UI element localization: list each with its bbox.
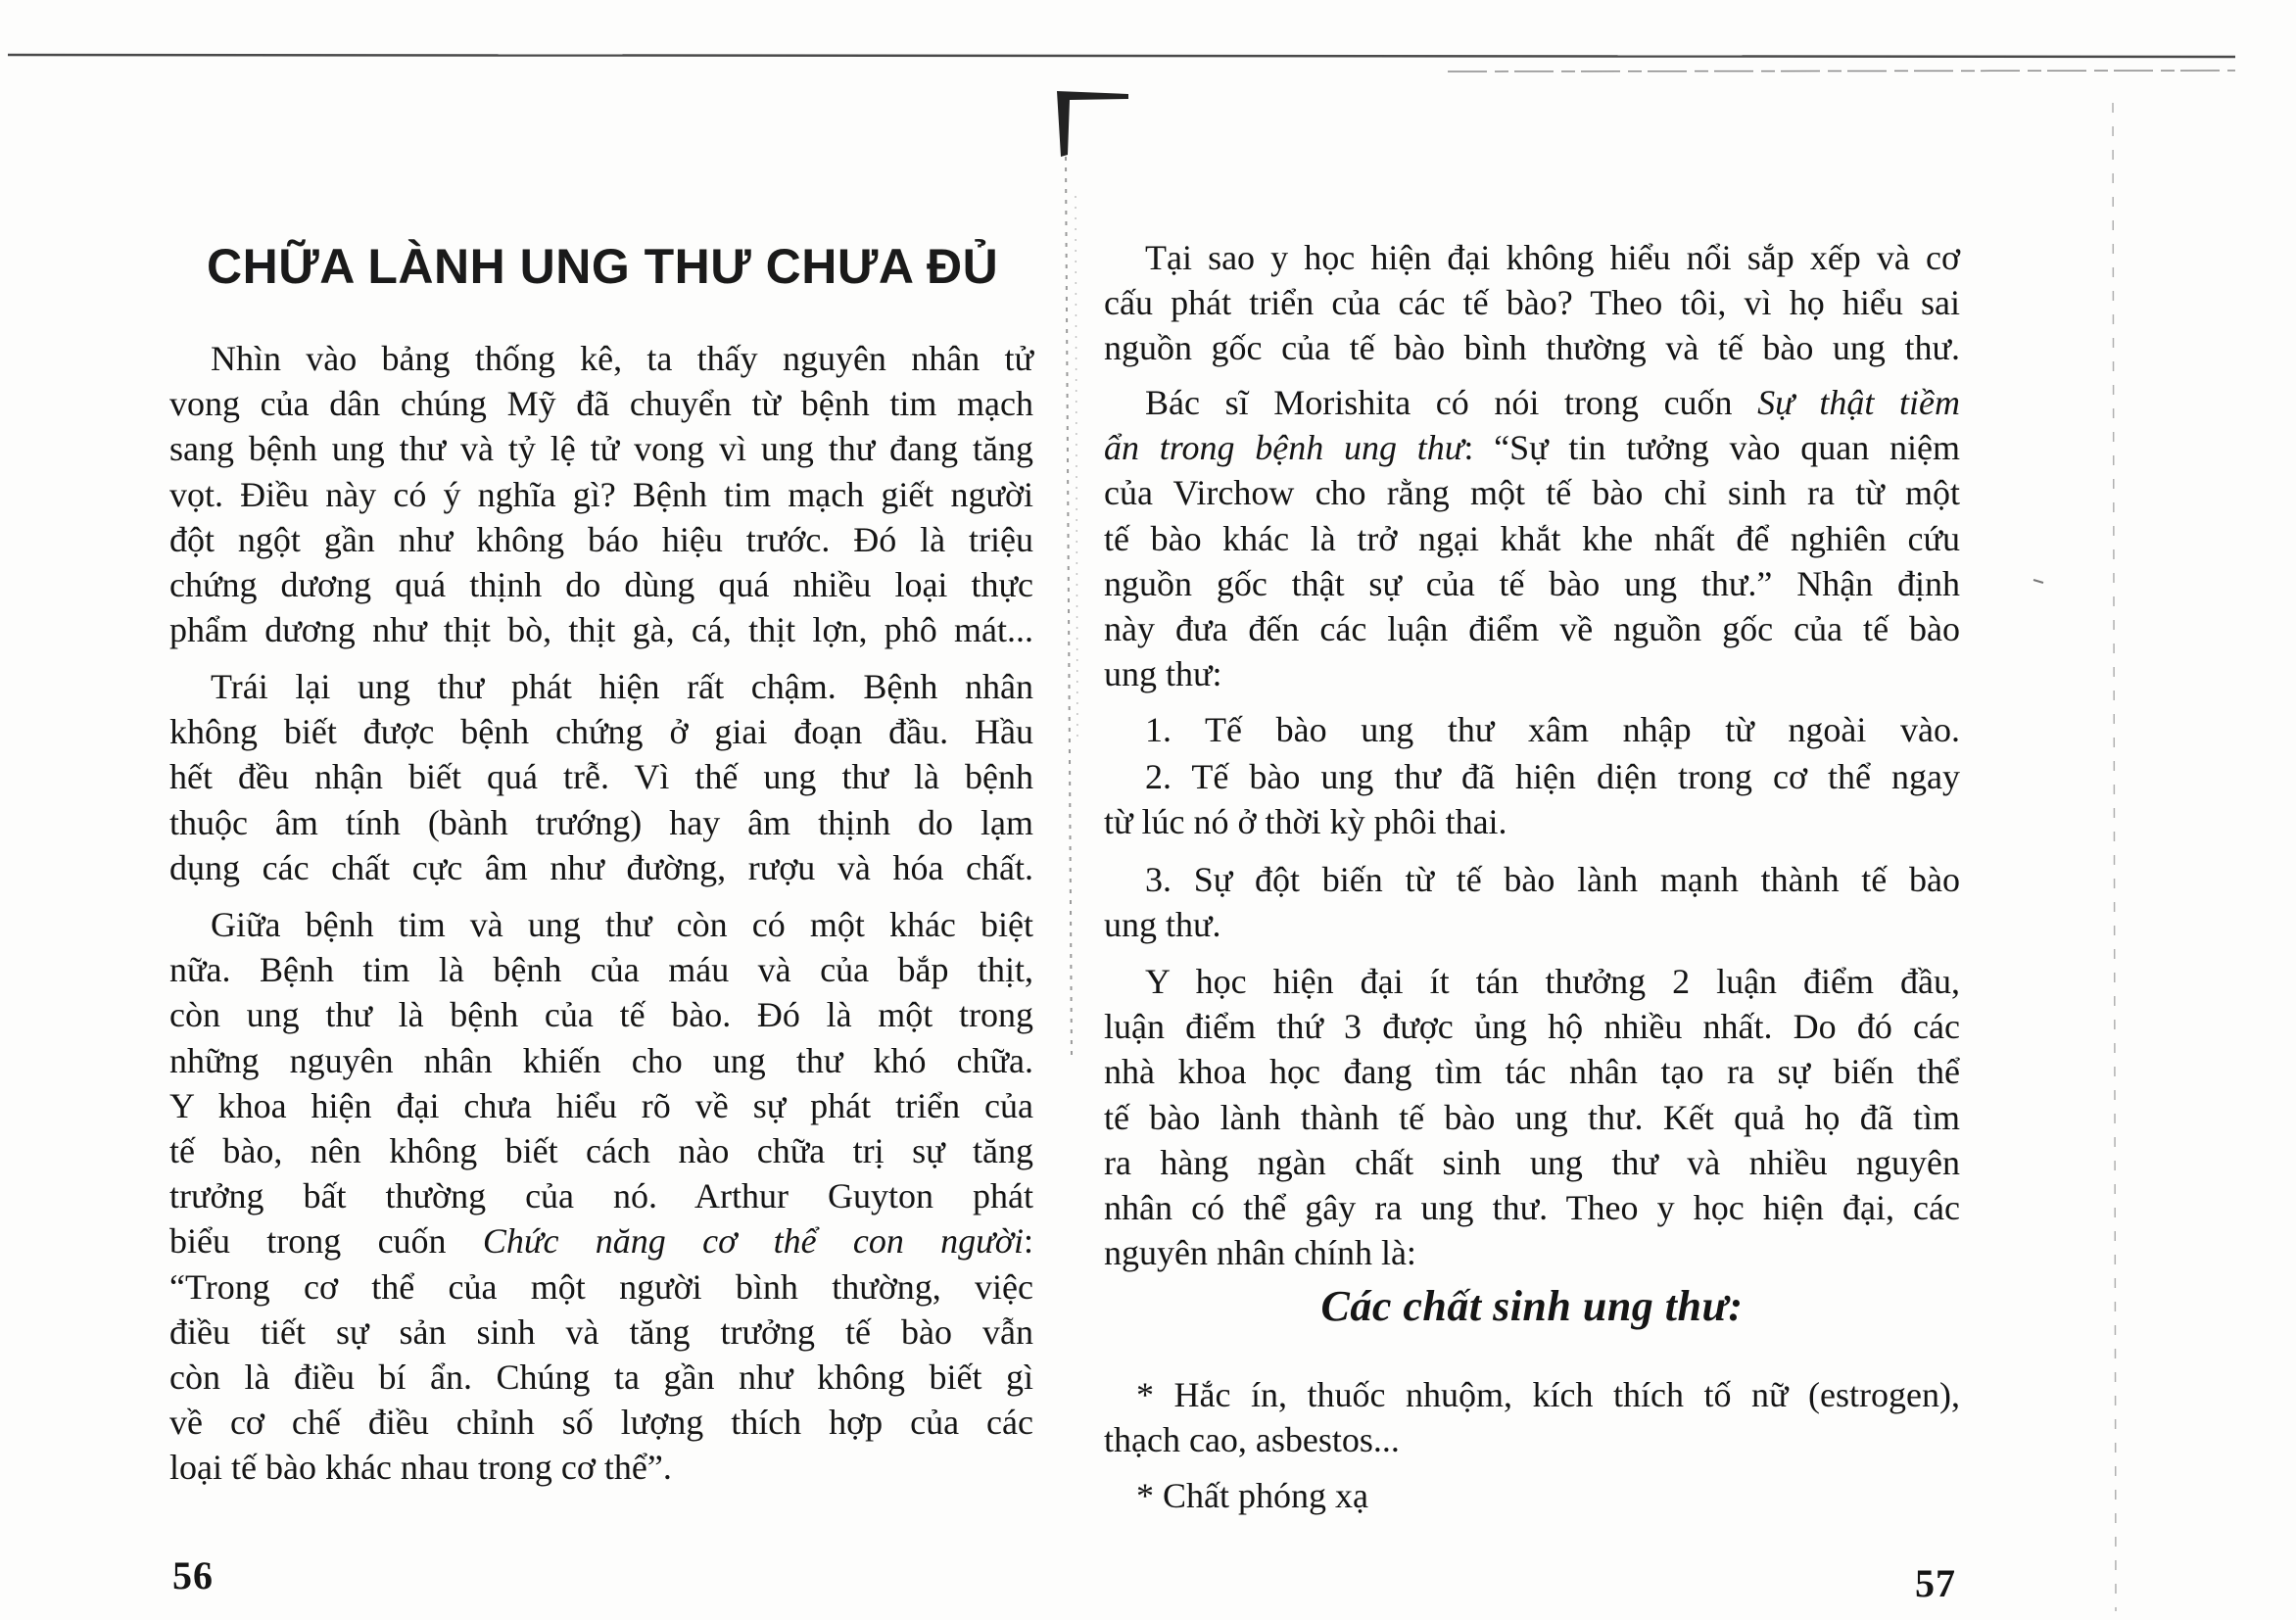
body-text-line bbox=[169, 1218, 1033, 1263]
body-text-line bbox=[1104, 380, 1960, 425]
body-text-line: dụng các chất cực âm như đường, rượu và hóa chất. bbox=[169, 847, 1033, 887]
italic-book-title: Sự thật tiềm bbox=[1757, 383, 1961, 422]
paragraph bbox=[1104, 380, 1960, 696]
body-text-line: còn ung thư là bệnh của tế bào. Đó là một trong bbox=[169, 995, 1033, 1035]
bullet-line: thạch cao, asbestos... bbox=[1104, 1420, 1400, 1460]
body-text-line: Y khoa hiện đại chưa hiểu rõ về sự phát triển của bbox=[169, 1085, 1033, 1125]
body-text-line: không biết được bệnh chứng ở giai đoạn đầu. Hầu bbox=[169, 712, 1033, 752]
scan-speck bbox=[2033, 580, 2043, 583]
body-text-line: phẩm dương như thịt bò, thịt gà, cá, thịt lợn, phô mát... bbox=[169, 610, 1033, 650]
italic-book-title: ẩn trong bệnh ung thư bbox=[1104, 428, 1464, 468]
body-text-line: nguồn gốc của tế bào bình thường và tế bào ung thư. bbox=[1104, 328, 1960, 368]
text-segment: : “Sự tin tưởng vào quan niệm bbox=[1463, 428, 1960, 468]
list-item-line: ung thư. bbox=[1104, 905, 1221, 945]
bullet-item bbox=[1104, 1372, 1960, 1462]
list-item-line: 1. Tế bào ung thư xâm nhập từ ngoài vào. bbox=[1145, 710, 1960, 749]
body-text-line: nguyên nhân chính là: bbox=[1104, 1233, 1416, 1273]
body-text-line: cấu phát triển của các tế bào? Theo tôi, vì họ hiểu sai bbox=[1104, 283, 1960, 323]
body-text-line: “Trong cơ thể của một người bình thường, việc bbox=[169, 1266, 1033, 1307]
paragraph bbox=[169, 902, 1033, 1490]
body-text-line: điều tiết sự sản sinh và tăng trưởng tế bào vẫn bbox=[169, 1311, 1033, 1352]
paragraph bbox=[1104, 959, 1960, 1275]
page-number: 57 bbox=[1915, 1561, 1956, 1605]
section-subheading: Các chất sinh ung thư: bbox=[1320, 1282, 1744, 1330]
body-text-line: Nhìn vào bảng thống kê, ta thấy nguyên nhân tử bbox=[211, 339, 1033, 378]
body-text-line bbox=[1104, 425, 1960, 470]
bullet-line: * Chất phóng xạ bbox=[1136, 1476, 1368, 1515]
body-text-line: nhà khoa học đang tìm tác nhân tạo ra sự biến thể bbox=[1104, 1052, 1960, 1092]
body-text-line: ra hàng ngàn chất sinh ung thư và nhiều nguyên bbox=[1104, 1142, 1960, 1182]
list-item bbox=[1104, 754, 1960, 844]
gutter-shadow-line bbox=[1066, 157, 1072, 1058]
body-text-line: Trái lại ung thư phát hiện rất chậm. Bệnh nhân bbox=[211, 667, 1033, 706]
right-page bbox=[1104, 0, 1960, 1620]
list-item bbox=[1104, 857, 1960, 947]
body-text-line: Giữa bệnh tim và ung thư còn có một khác biệt bbox=[211, 905, 1033, 944]
body-text-line: Y học hiện đại ít tán thưởng 2 luận điểm đầu, bbox=[1145, 962, 1960, 1001]
body-text-line: Tại sao y học hiện đại không hiểu nổi sắp xếp và cơ bbox=[1145, 238, 1960, 277]
body-text-line: tế bào, nên không biết cách nào chữa trị sự tăng bbox=[169, 1130, 1033, 1170]
list-item-line: 2. Tế bào ung thư đã hiện diện trong cơ thể ngay bbox=[1145, 757, 1960, 796]
right-margin-line bbox=[2113, 103, 2116, 1611]
body-text-line: vọt. Điều này có ý nghĩa gì? Bệnh tim mạch giết người bbox=[169, 474, 1033, 514]
page-number: 56 bbox=[172, 1553, 214, 1597]
body-text-line: còn là điều bí ẩn. Chúng ta gần như không biết gì bbox=[169, 1357, 1033, 1397]
body-text-line: hết đều nhận biết quá trễ. Vì thế ung thư là bệnh bbox=[169, 757, 1033, 797]
paragraph bbox=[169, 664, 1033, 890]
body-text-line: ung thư: bbox=[1104, 654, 1222, 694]
paragraph bbox=[1104, 235, 1960, 371]
body-text-line: loại tế bào khác nhau trong cơ thể”. bbox=[169, 1448, 672, 1488]
list-item-line: 3. Sự đột biến từ tế bào lành mạnh thành tế bào bbox=[1145, 860, 1960, 899]
body-text-line: sang bệnh ung thư và tỷ lệ tử vong vì ung thư đang tăng bbox=[169, 429, 1033, 469]
body-text-line: nguồn gốc thật sự của tế bào ung thư.” Nhận định bbox=[1104, 563, 1960, 603]
body-text-line: tế bào lành thành tế bào ung thư. Kết quả họ đã tìm bbox=[1104, 1097, 1960, 1137]
list-item-line: từ lúc nó ở thời kỳ phôi thai. bbox=[1104, 802, 1507, 842]
body-text-line: nhân có thể gây ra ung thư. Theo y học hiện đại, các bbox=[1104, 1187, 1960, 1227]
body-text-line: của Virchow cho rằng một tế bào chỉ sinh ra từ một bbox=[1104, 473, 1960, 513]
body-text-line: chứng dương quá thịnh do dùng quá nhiều loại thực bbox=[169, 564, 1033, 604]
bullet-item bbox=[1104, 1473, 1960, 1518]
list-item bbox=[1104, 707, 1960, 752]
bullet-line: * Hắc ín, thuốc nhuộm, kích thích tố nữ (estrogen), bbox=[1136, 1375, 1960, 1414]
body-text-line: trưởng bất thường của nó. Arthur Guyton phát bbox=[169, 1176, 1033, 1216]
body-text-line: này đưa đến các luận điểm về nguồn gốc của tế bào bbox=[1104, 608, 1960, 648]
text-segment: : bbox=[1024, 1221, 1034, 1262]
gutter-shadow-line bbox=[1076, 196, 1077, 744]
body-text-line: tế bào khác là trở ngại khắt khe nhất để nghiên cứu bbox=[1104, 518, 1960, 558]
body-text-line: thuộc âm tính (bành trướng) hay âm thịnh do lạm bbox=[169, 802, 1033, 842]
text-segment: Bác sĩ Morishita có nói trong cuốn bbox=[1145, 383, 1758, 422]
body-text-line: nữa. Bệnh tim là bệnh của máu và của bắp thịt, bbox=[169, 950, 1033, 990]
left-page bbox=[169, 0, 1033, 1620]
body-text-line: vong của dân chúng Mỹ đã chuyển từ bệnh tim mạch bbox=[169, 384, 1033, 424]
paragraph bbox=[169, 336, 1033, 652]
body-text-line: luận điểm thứ 3 được ủng hộ nhiều nhất. Do đó các bbox=[1104, 1007, 1960, 1047]
text-segment: biểu trong cuốn bbox=[169, 1221, 483, 1262]
body-text-line: những nguyên nhân khiến cho ung thư khó chữa. bbox=[169, 1040, 1033, 1080]
italic-book-title: Chức năng cơ thể con người bbox=[482, 1221, 1024, 1262]
body-text-line: đột ngột gần như không báo hiệu trước. Đó là triệu bbox=[169, 519, 1033, 559]
chapter-title: CHỮA LÀNH UNG THƯ CHƯA ĐỦ bbox=[207, 239, 999, 294]
body-text-line: về cơ chế điều chỉnh số lượng thích hợp của các bbox=[169, 1403, 1033, 1443]
